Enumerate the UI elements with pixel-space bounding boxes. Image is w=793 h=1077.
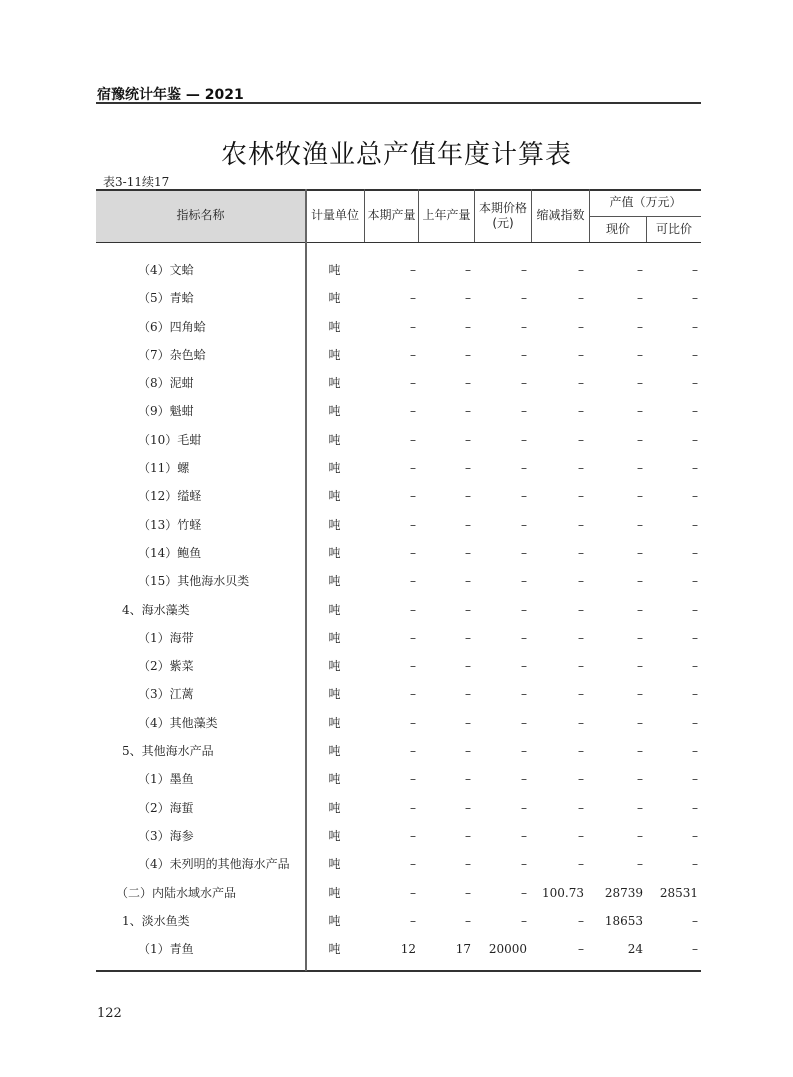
table-body bbox=[96, 256, 701, 963]
cell-last-year-output: – bbox=[465, 404, 471, 419]
cell-deflator: 100.73 bbox=[542, 885, 584, 900]
cell-deflator: – bbox=[578, 432, 584, 447]
cell-current-price: 20000 bbox=[488, 942, 527, 957]
cell-comparable-price-value: – bbox=[692, 800, 698, 815]
row-unit: 吨 bbox=[328, 347, 341, 362]
row-unit: 吨 bbox=[328, 404, 341, 419]
cell-deflator: – bbox=[578, 630, 584, 645]
row-unit: 吨 bbox=[328, 517, 341, 532]
cell-current-price: – bbox=[521, 744, 527, 759]
table-row bbox=[96, 765, 701, 793]
row-unit: 吨 bbox=[328, 376, 341, 391]
cell-comparable-price-value: – bbox=[692, 574, 698, 589]
cell-current-price: – bbox=[521, 376, 527, 391]
row-name: （3）海参 bbox=[138, 828, 194, 843]
cell-last-year-output: – bbox=[465, 461, 471, 476]
cell-current-output: – bbox=[410, 913, 416, 928]
row-name: 1、淡水鱼类 bbox=[122, 913, 190, 928]
cell-current-price-value: – bbox=[637, 828, 643, 843]
table-row bbox=[96, 596, 701, 624]
row-unit: 吨 bbox=[328, 687, 341, 702]
cell-current-price-value: – bbox=[637, 857, 643, 872]
cell-current-output: 12 bbox=[400, 942, 416, 957]
cell-comparable-price-value: – bbox=[692, 376, 698, 391]
cell-deflator: – bbox=[578, 800, 584, 815]
cell-current-price-value: – bbox=[637, 347, 643, 362]
table-row bbox=[96, 794, 701, 822]
cell-last-year-output: – bbox=[465, 517, 471, 532]
cell-comparable-price-value: – bbox=[692, 291, 698, 306]
cell-current-output: – bbox=[410, 659, 416, 674]
cell-deflator: – bbox=[578, 517, 584, 532]
page-number: 122 bbox=[97, 1006, 122, 1021]
cell-current-price-value: – bbox=[637, 489, 643, 504]
cell-last-year-output: – bbox=[465, 913, 471, 928]
row-name: （2）海蜇 bbox=[138, 800, 194, 815]
cell-last-year-output: – bbox=[465, 630, 471, 645]
cell-current-price-value: – bbox=[637, 263, 643, 277]
cell-current-price-value: – bbox=[637, 545, 643, 560]
cell-current-output: – bbox=[410, 857, 416, 872]
row-unit: 吨 bbox=[328, 432, 341, 447]
cell-comparable-price-value: – bbox=[692, 687, 698, 702]
cell-comparable-price-value: – bbox=[692, 319, 698, 334]
cell-deflator: – bbox=[578, 574, 584, 589]
header-comparable-price-value: 可比价 bbox=[655, 222, 692, 236]
cell-comparable-price-value: – bbox=[692, 432, 698, 447]
table-row bbox=[96, 935, 701, 963]
cell-deflator: – bbox=[578, 291, 584, 306]
header-unit: 计量单位 bbox=[310, 208, 359, 222]
cell-current-output: – bbox=[410, 404, 416, 419]
cell-current-output: – bbox=[410, 574, 416, 589]
cell-deflator: – bbox=[578, 545, 584, 560]
table-row bbox=[96, 652, 701, 680]
cell-last-year-output: – bbox=[465, 828, 471, 843]
table-row bbox=[96, 567, 701, 595]
cell-current-output: – bbox=[410, 715, 416, 730]
cell-comparable-price-value: – bbox=[692, 461, 698, 476]
cell-last-year-output: – bbox=[465, 347, 471, 362]
row-name: （8）泥蚶 bbox=[138, 376, 194, 391]
row-unit: 吨 bbox=[328, 885, 341, 900]
running-title: 宿豫统计年鉴 — 2021 bbox=[97, 87, 244, 103]
cell-current-output: – bbox=[410, 772, 416, 787]
cell-current-output: – bbox=[410, 461, 416, 476]
row-name: （7）杂色蛤 bbox=[138, 347, 206, 362]
cell-last-year-output: – bbox=[465, 574, 471, 589]
row-name: （9）魁蚶 bbox=[138, 404, 194, 419]
cell-current-output: – bbox=[410, 744, 416, 759]
cell-last-year-output: – bbox=[465, 545, 471, 560]
cell-deflator: – bbox=[578, 489, 584, 504]
cell-current-price-value: – bbox=[637, 772, 643, 787]
cell-last-year-output: – bbox=[465, 602, 471, 617]
row-name: （11）螺 bbox=[138, 461, 190, 476]
cell-current-price-value: – bbox=[637, 461, 643, 476]
cell-current-price: – bbox=[521, 602, 527, 617]
row-name: （4）其他藻类 bbox=[138, 715, 218, 730]
row-unit: 吨 bbox=[328, 461, 341, 476]
row-name: （12）缢蛏 bbox=[138, 489, 202, 504]
cell-deflator: – bbox=[578, 347, 584, 362]
header-rule bbox=[96, 102, 701, 104]
cell-last-year-output: – bbox=[465, 432, 471, 447]
cell-current-price-value: – bbox=[637, 432, 643, 447]
cell-current-price-value: – bbox=[637, 602, 643, 617]
page-title: 农林牧渔业总产值年度计算表 bbox=[220, 140, 572, 170]
row-name: （4）未列明的其他海水产品 bbox=[138, 857, 290, 872]
header-deflator: 缩减指数 bbox=[536, 208, 585, 222]
table-id: 表3-11续17 bbox=[103, 175, 170, 189]
cell-current-price: – bbox=[521, 319, 527, 334]
row-name: （4）文蛤 bbox=[138, 263, 194, 277]
header-output-value: 产值（万元） bbox=[609, 195, 682, 209]
cell-current-price-value: – bbox=[637, 291, 643, 306]
row-name: （10）毛蚶 bbox=[138, 432, 202, 447]
table-row bbox=[96, 313, 701, 341]
row-unit: 吨 bbox=[328, 602, 341, 617]
cell-last-year-output: – bbox=[465, 715, 471, 730]
cell-current-output: – bbox=[410, 517, 416, 532]
row-unit: 吨 bbox=[328, 545, 341, 560]
row-unit: 吨 bbox=[328, 489, 341, 504]
row-name: （14）鲍鱼 bbox=[138, 545, 202, 560]
header-last-year-output: 上年产量 bbox=[422, 208, 471, 222]
cell-current-price-value: 24 bbox=[627, 942, 643, 957]
table-row bbox=[96, 680, 701, 708]
row-unit: 吨 bbox=[328, 942, 341, 957]
row-unit: 吨 bbox=[328, 659, 341, 674]
cell-deflator: – bbox=[578, 715, 584, 730]
cell-last-year-output: – bbox=[465, 885, 471, 900]
cell-current-output: – bbox=[410, 800, 416, 815]
cell-deflator: – bbox=[578, 744, 584, 759]
cell-deflator: – bbox=[578, 942, 584, 957]
row-unit: 吨 bbox=[328, 800, 341, 815]
cell-last-year-output: – bbox=[465, 291, 471, 306]
row-name: （3）江蓠 bbox=[138, 687, 194, 702]
cell-comparable-price-value: – bbox=[692, 659, 698, 674]
cell-current-price: – bbox=[521, 432, 527, 447]
cell-current-price-value: – bbox=[637, 319, 643, 334]
cell-deflator: – bbox=[578, 857, 584, 872]
cell-current-price-value: 28739 bbox=[604, 885, 643, 900]
table-row bbox=[96, 256, 701, 284]
cell-current-price-value: – bbox=[637, 800, 643, 815]
cell-current-price: – bbox=[521, 913, 527, 928]
cell-last-year-output: – bbox=[465, 319, 471, 334]
cell-deflator: – bbox=[578, 659, 584, 674]
cell-comparable-price-value: 28531 bbox=[659, 885, 698, 900]
cell-current-output: – bbox=[410, 347, 416, 362]
cell-current-price-value: – bbox=[637, 659, 643, 674]
table-row bbox=[96, 454, 701, 482]
cell-comparable-price-value: – bbox=[692, 517, 698, 532]
cell-current-price: – bbox=[521, 263, 527, 277]
cell-current-price: – bbox=[521, 885, 527, 900]
cell-current-price: – bbox=[521, 828, 527, 843]
cell-comparable-price-value: – bbox=[692, 545, 698, 560]
cell-current-price: – bbox=[521, 574, 527, 589]
cell-deflator: – bbox=[578, 772, 584, 787]
cell-current-output: – bbox=[410, 263, 416, 277]
header-name: 指标名称 bbox=[176, 208, 225, 222]
cell-deflator: – bbox=[578, 602, 584, 617]
cell-current-output: – bbox=[410, 828, 416, 843]
table-row bbox=[96, 284, 701, 312]
row-unit: 吨 bbox=[328, 913, 341, 928]
table-row bbox=[96, 511, 701, 539]
cell-comparable-price-value: – bbox=[692, 263, 698, 277]
cell-current-price: – bbox=[521, 659, 527, 674]
row-name: （1）墨鱼 bbox=[138, 772, 194, 787]
cell-last-year-output: – bbox=[465, 263, 471, 277]
header-current-price bbox=[475, 189, 531, 242]
cell-deflator: – bbox=[578, 263, 584, 277]
table-row bbox=[96, 907, 701, 935]
cell-current-output: – bbox=[410, 885, 416, 900]
cell-current-output: – bbox=[410, 602, 416, 617]
cell-current-price-value: – bbox=[637, 630, 643, 645]
table-row bbox=[96, 822, 701, 850]
cell-current-price-value: – bbox=[637, 744, 643, 759]
row-name: （1）青鱼 bbox=[138, 942, 194, 957]
cell-current-price: – bbox=[521, 461, 527, 476]
cell-current-price: – bbox=[521, 687, 527, 702]
cell-current-price-value: – bbox=[637, 404, 643, 419]
cell-comparable-price-value: – bbox=[692, 828, 698, 843]
cell-current-price: – bbox=[521, 715, 527, 730]
cell-deflator: – bbox=[578, 828, 584, 843]
header-current-price-line1: 本期价格 bbox=[478, 200, 527, 215]
table-row bbox=[96, 426, 701, 454]
cell-current-output: – bbox=[410, 489, 416, 504]
cell-comparable-price-value: – bbox=[692, 489, 698, 504]
header-bottom-rule bbox=[96, 242, 701, 243]
cell-last-year-output: – bbox=[465, 800, 471, 815]
row-name: （5）青蛤 bbox=[138, 291, 194, 306]
row-unit: 吨 bbox=[328, 574, 341, 589]
cell-current-price: – bbox=[521, 772, 527, 787]
cell-current-output: – bbox=[410, 291, 416, 306]
cell-deflator: – bbox=[578, 404, 584, 419]
cell-current-output: – bbox=[410, 630, 416, 645]
cell-current-price-value: – bbox=[637, 687, 643, 702]
cell-comparable-price-value: – bbox=[692, 630, 698, 645]
table-row bbox=[96, 850, 701, 878]
cell-deflator: – bbox=[578, 461, 584, 476]
cell-last-year-output: – bbox=[465, 744, 471, 759]
cell-comparable-price-value: – bbox=[692, 715, 698, 730]
data-table bbox=[96, 189, 701, 972]
row-name: （6）四角蛤 bbox=[138, 319, 206, 334]
cell-current-price-value: 18653 bbox=[604, 913, 643, 928]
table-bottom-rule bbox=[96, 970, 701, 972]
row-name: （1）海带 bbox=[138, 630, 194, 645]
cell-current-price: – bbox=[521, 291, 527, 306]
cell-current-price: – bbox=[521, 630, 527, 645]
cell-last-year-output: 17 bbox=[455, 942, 471, 957]
cell-current-price: – bbox=[521, 489, 527, 504]
cell-last-year-output: – bbox=[465, 857, 471, 872]
table-row bbox=[96, 369, 701, 397]
row-name: 4、海水藻类 bbox=[122, 602, 190, 617]
cell-current-price: – bbox=[521, 545, 527, 560]
table-row bbox=[96, 879, 701, 907]
cell-comparable-price-value: – bbox=[692, 347, 698, 362]
cell-current-price: – bbox=[521, 347, 527, 362]
cell-current-price-value: – bbox=[637, 715, 643, 730]
cell-deflator: – bbox=[578, 319, 584, 334]
cell-deflator: – bbox=[578, 913, 584, 928]
cell-current-price: – bbox=[521, 404, 527, 419]
cell-comparable-price-value: – bbox=[692, 942, 698, 957]
cell-deflator: – bbox=[578, 687, 584, 702]
row-unit: 吨 bbox=[328, 319, 341, 334]
cell-current-price: – bbox=[521, 800, 527, 815]
cell-current-price: – bbox=[521, 857, 527, 872]
cell-comparable-price-value: – bbox=[692, 744, 698, 759]
cell-comparable-price-value: – bbox=[692, 404, 698, 419]
row-unit: 吨 bbox=[328, 772, 341, 787]
cell-comparable-price-value: – bbox=[692, 857, 698, 872]
table-row bbox=[96, 737, 701, 765]
cell-current-price-value: – bbox=[637, 517, 643, 532]
cell-last-year-output: – bbox=[465, 772, 471, 787]
cell-current-output: – bbox=[410, 319, 416, 334]
cell-last-year-output: – bbox=[465, 687, 471, 702]
cell-comparable-price-value: – bbox=[692, 602, 698, 617]
row-name: （15）其他海水贝类 bbox=[138, 574, 250, 589]
row-name: 5、其他海水产品 bbox=[122, 744, 214, 759]
row-name: （二）内陆水域水产品 bbox=[116, 885, 237, 900]
table-row bbox=[96, 482, 701, 510]
cell-last-year-output: – bbox=[465, 659, 471, 674]
cell-deflator: – bbox=[578, 376, 584, 391]
table-row bbox=[96, 709, 701, 737]
header-current-price-value: 现价 bbox=[605, 222, 630, 236]
cell-last-year-output: – bbox=[465, 376, 471, 391]
cell-comparable-price-value: – bbox=[692, 772, 698, 787]
cell-current-price-value: – bbox=[637, 376, 643, 391]
cell-current-output: – bbox=[410, 432, 416, 447]
cell-current-price-value: – bbox=[637, 574, 643, 589]
row-name: （13）竹蛏 bbox=[138, 517, 202, 532]
row-name: （2）紫菜 bbox=[138, 659, 194, 674]
row-unit: 吨 bbox=[328, 744, 341, 759]
row-unit: 吨 bbox=[328, 263, 341, 277]
cell-current-output: – bbox=[410, 376, 416, 391]
table-row bbox=[96, 341, 701, 369]
row-unit: 吨 bbox=[328, 828, 341, 843]
table-row bbox=[96, 624, 701, 652]
cell-comparable-price-value: – bbox=[692, 913, 698, 928]
row-unit: 吨 bbox=[328, 630, 341, 645]
cell-current-output: – bbox=[410, 687, 416, 702]
cell-last-year-output: – bbox=[465, 489, 471, 504]
cell-current-price: – bbox=[521, 517, 527, 532]
header-current-price-line2: (元) bbox=[492, 215, 514, 230]
cell-current-output: – bbox=[410, 545, 416, 560]
table-row bbox=[96, 539, 701, 567]
row-unit: 吨 bbox=[328, 857, 341, 872]
table-row bbox=[96, 397, 701, 425]
row-unit: 吨 bbox=[328, 715, 341, 730]
row-unit: 吨 bbox=[328, 291, 341, 306]
header-current-output: 本期产量 bbox=[367, 208, 416, 222]
